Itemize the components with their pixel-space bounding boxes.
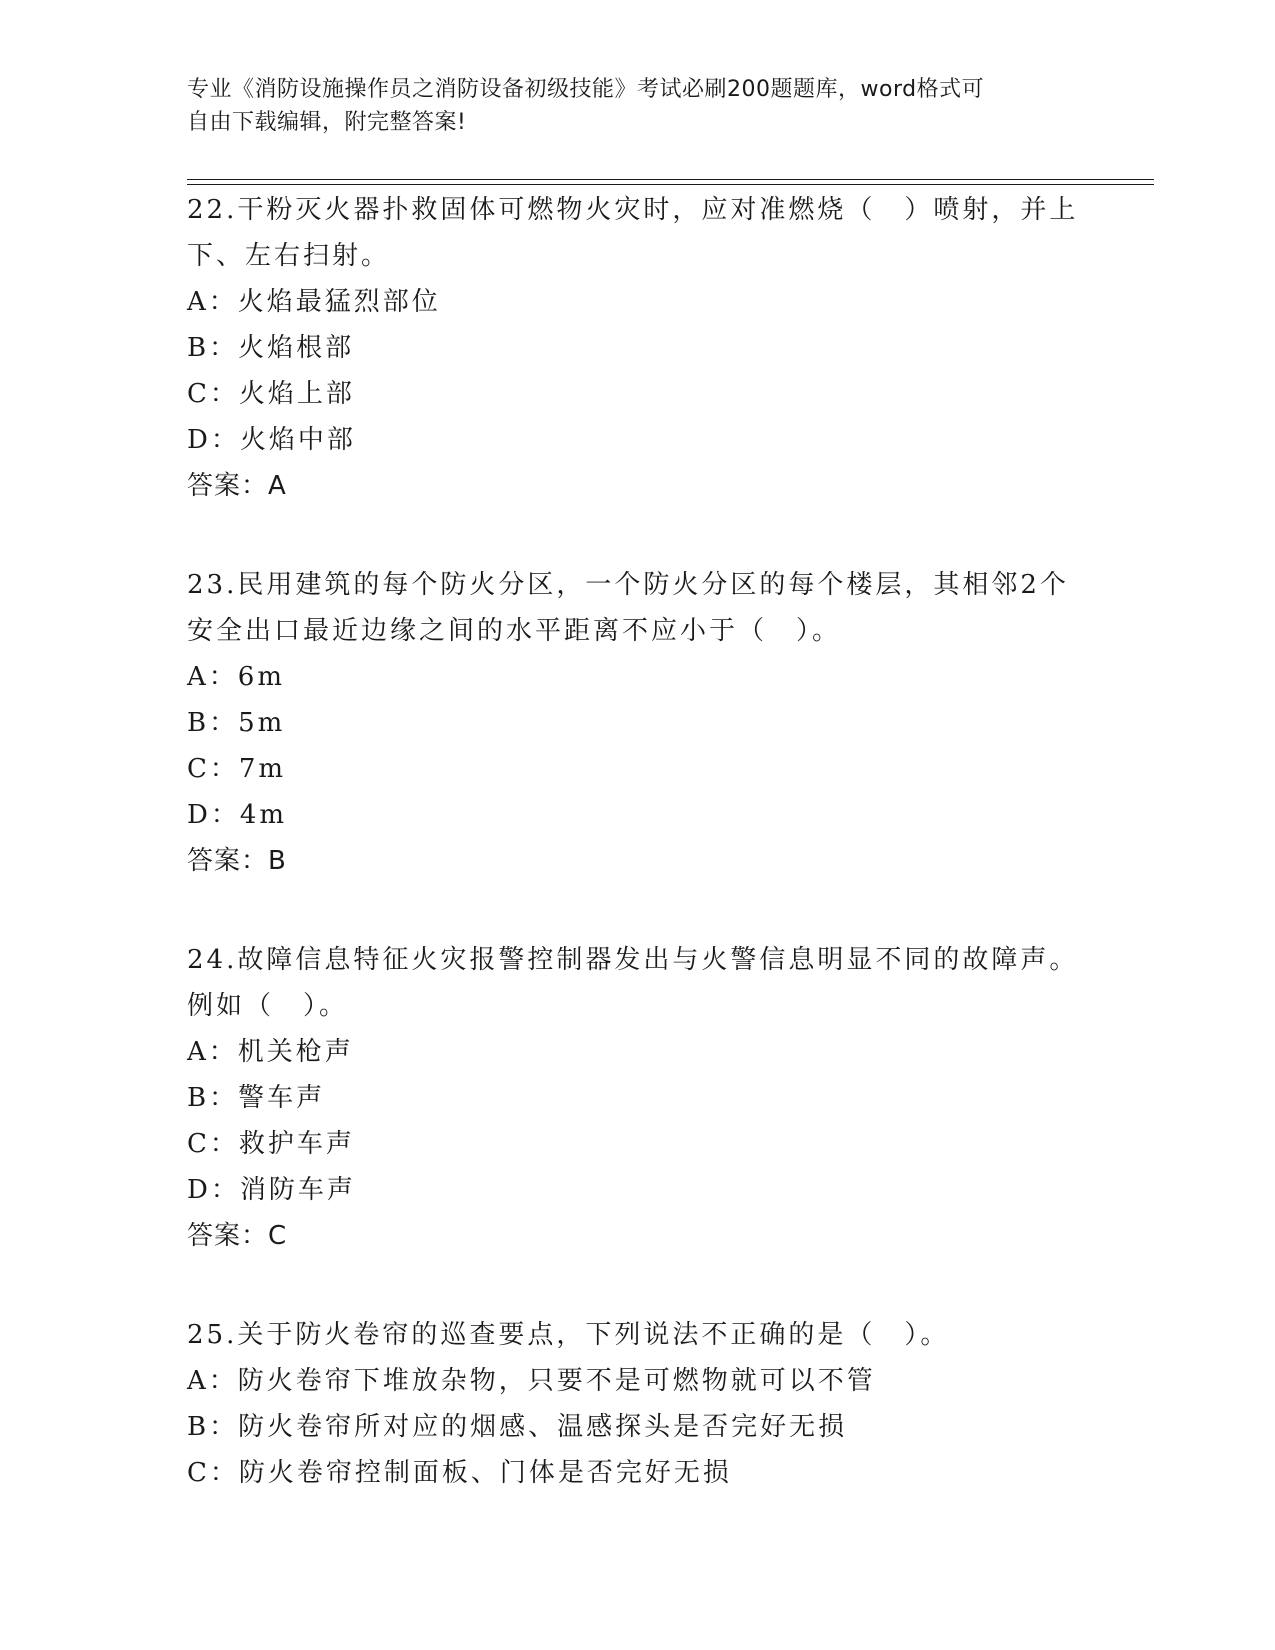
answer: 答案：C — [187, 1221, 288, 1251]
question-text — [187, 187, 1087, 279]
header-divider-bottom — [187, 184, 1154, 185]
option-a: A：防火卷帘下堆放杂物，只要不是可燃物就可以不管 — [187, 1366, 876, 1396]
option-d: D：4m — [187, 800, 288, 830]
question-text — [187, 562, 1087, 654]
option-a: A：机关枪声 — [187, 1037, 354, 1067]
question-text-line-1: 24.故障信息特征火灾报警控制器发出与火警信息明显不同的故障声。 — [187, 945, 1079, 975]
option-b: B：火焰根部 — [187, 333, 355, 363]
question-text — [187, 937, 1087, 1029]
question-text-line-2: 下、左右扫射。 — [187, 241, 391, 271]
document-header — [187, 73, 1067, 139]
option-b: B：警车声 — [187, 1083, 326, 1113]
option-c: C：7m — [187, 754, 287, 784]
question-23 — [187, 562, 1087, 884]
answer: 答案：A — [187, 471, 287, 501]
option-b: B：防火卷帘所对应的烟感、温感探头是否完好无损 — [187, 1412, 848, 1442]
option-b: B：5m — [187, 708, 286, 738]
option-d: D：消防车声 — [187, 1175, 356, 1205]
option-a: A：火焰最猛烈部位 — [187, 287, 441, 317]
answer: 答案：B — [187, 846, 287, 876]
question-text-line-2: 例如（ ）。 — [187, 991, 349, 1021]
question-24 — [187, 937, 1087, 1259]
option-c: C：救护车声 — [187, 1129, 355, 1159]
option-d: D：火焰中部 — [187, 425, 356, 455]
option-a: A：6m — [187, 662, 285, 692]
header-divider-top — [187, 179, 1154, 180]
option-c: C：火焰上部 — [187, 379, 355, 409]
question-25 — [187, 1312, 1087, 1496]
question-text-line-2: 安全出口最近边缘之间的水平距离不应小于（ ）。 — [187, 616, 842, 646]
header-line-2: 自由下载编辑，附完整答案! — [187, 110, 467, 135]
header-line-1: 专业《消防设施操作员之消防设备初级技能》考试必刷200题题库，word格式可 — [187, 77, 985, 102]
question-text — [187, 1312, 1087, 1358]
question-text-line-1: 22.干粉灭火器扑救固体可燃物火灾时，应对准燃烧（ ）喷射，并上 — [187, 195, 1079, 225]
question-text-line-1: 25.关于防火卷帘的巡查要点，下列说法不正确的是（ ）。 — [187, 1320, 950, 1350]
question-list — [187, 187, 1087, 1549]
question-text-line-1: 23.民用建筑的每个防火分区，一个防火分区的每个楼层，其相邻2个 — [187, 570, 1069, 600]
option-c: C：防火卷帘控制面板、门体是否完好无损 — [187, 1458, 732, 1488]
question-22 — [187, 187, 1087, 509]
